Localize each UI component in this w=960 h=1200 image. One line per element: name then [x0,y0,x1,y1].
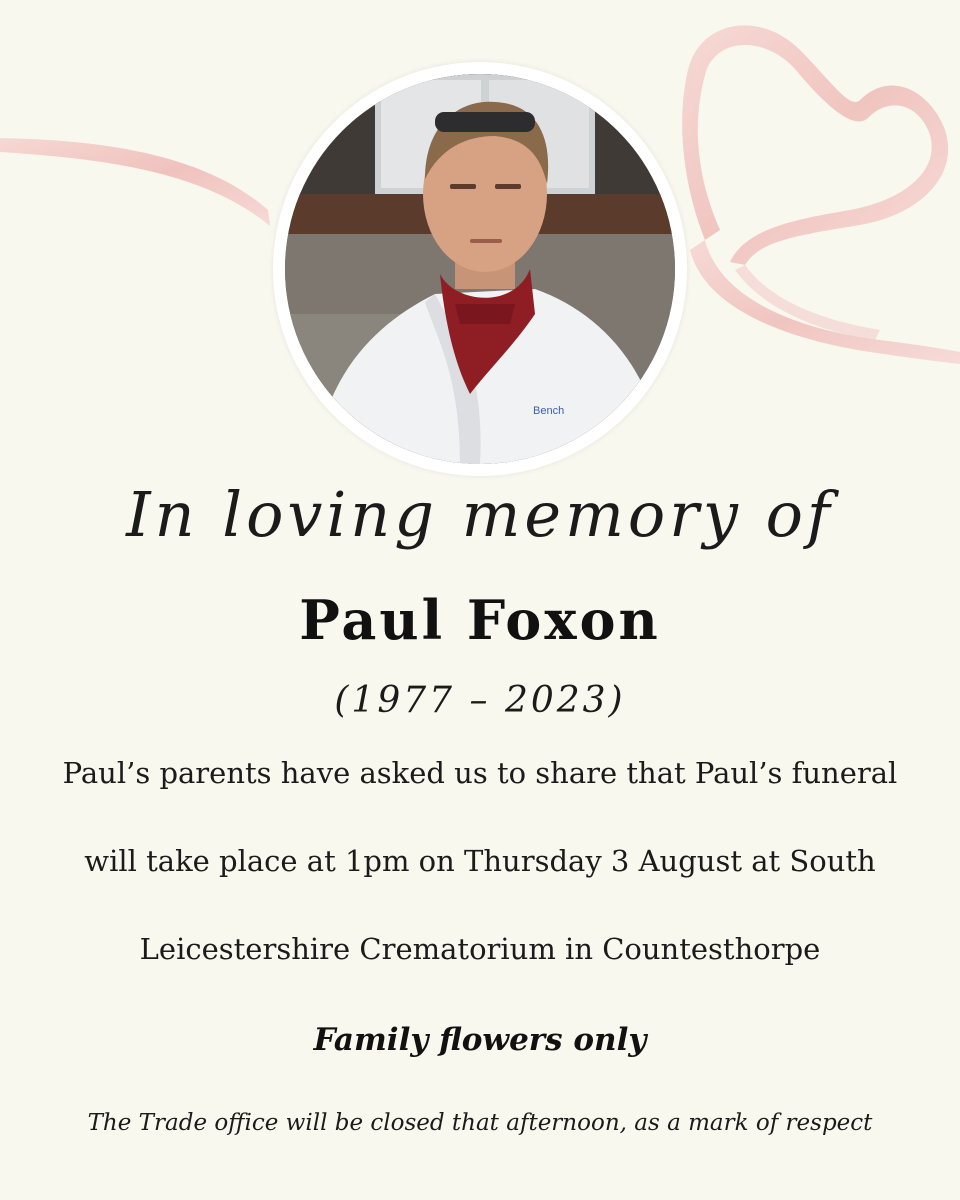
message-line-3: Leicestershire Crematorium in Countesthorpe [139,932,821,966]
person-name: Paul Foxon [299,588,661,652]
portrait-frame [273,62,687,476]
message-line-2: will take place at 1pm on Thursday 3 August at South [84,844,876,878]
message-line-1: Paul’s parents have asked us to share that Paul’s funeral [62,756,898,790]
jacket-logo-text: Bench [533,405,565,417]
memorial-heading: In loving memory of [126,478,834,551]
life-years: (1977 – 2023) [334,680,626,721]
flowers-note: Family flowers only [313,1022,647,1058]
trade-office-note: The Trade office will be closed that afternoon, as a mark of respect [87,1110,873,1136]
portrait-photo [285,74,675,464]
